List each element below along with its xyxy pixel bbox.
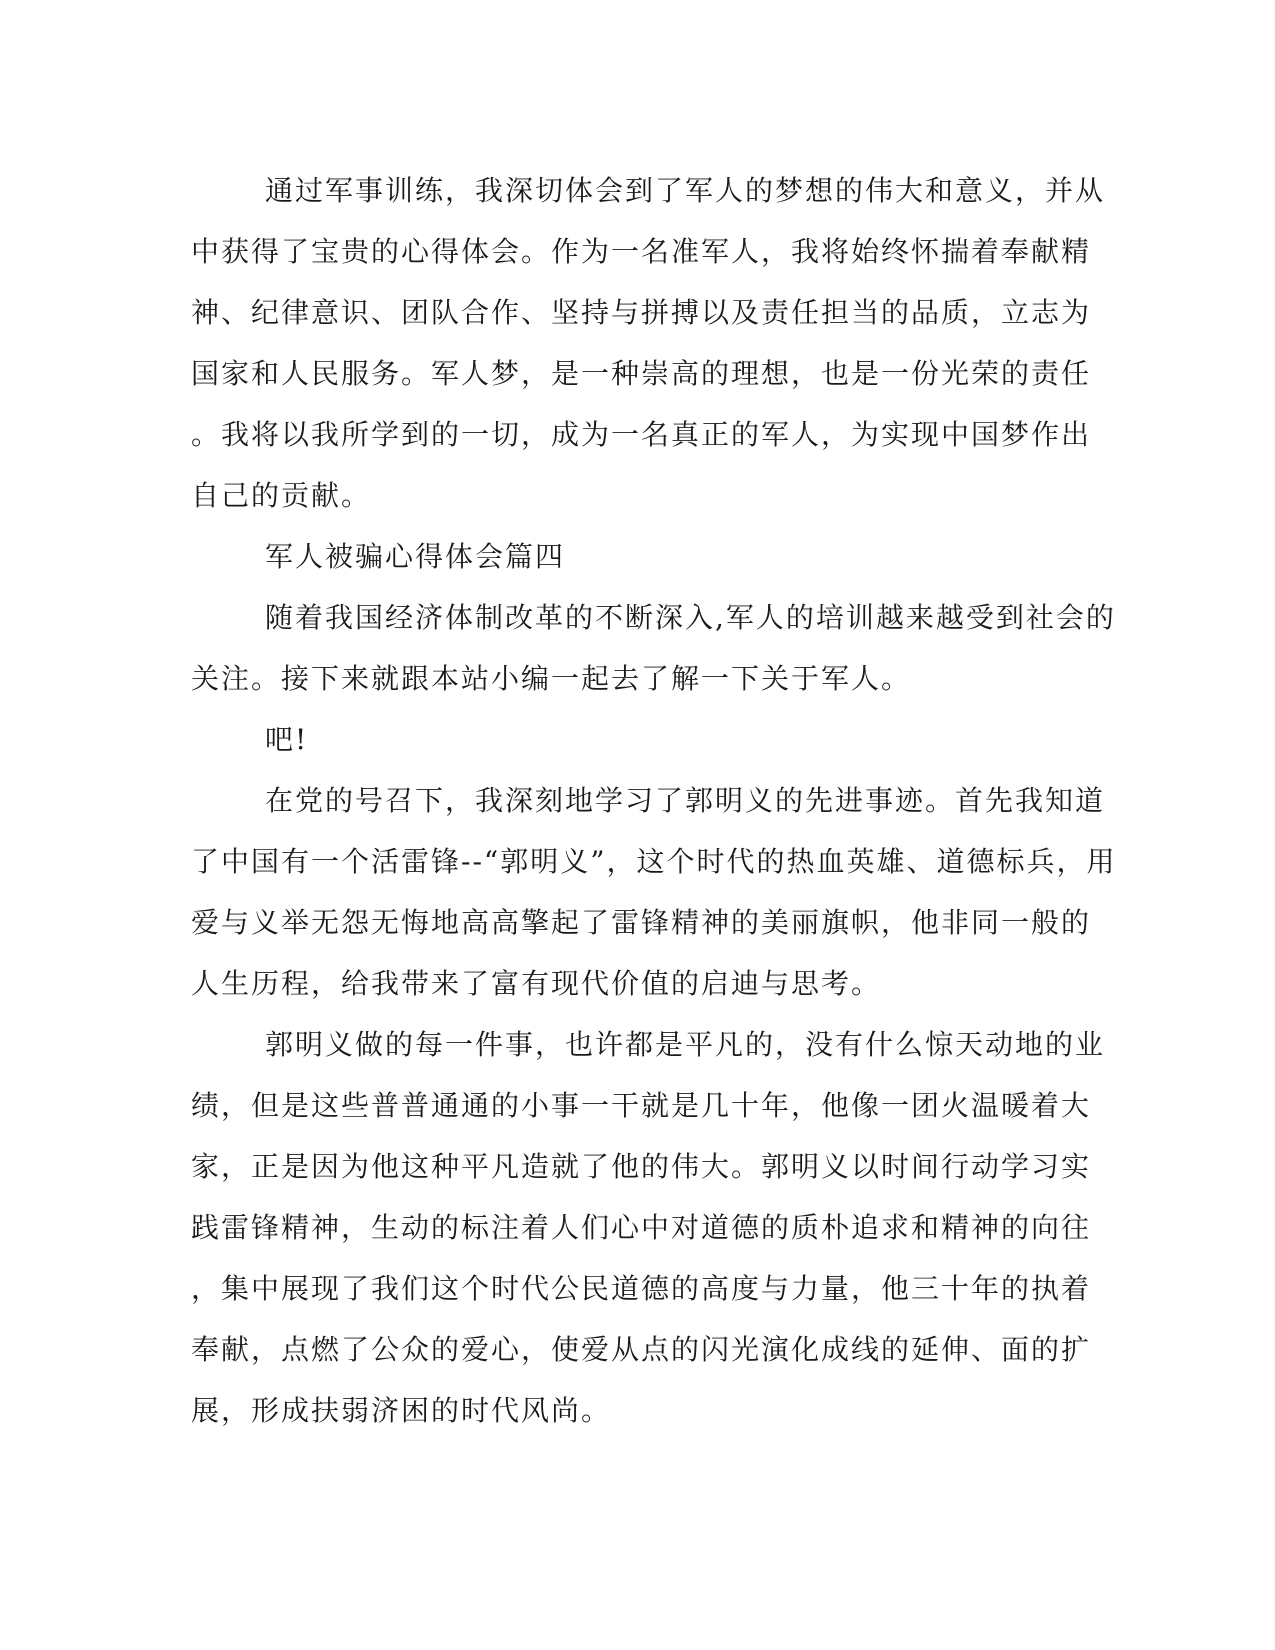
paragraph-intro <box>191 587 1116 709</box>
text-line: 吧! <box>265 723 309 756</box>
text-line: 随着我国经济体制改革的不断深入,军人的培训越来越受到社会的 <box>265 601 1116 634</box>
paragraph-guo-mingyi-intro <box>191 770 1117 1014</box>
section-heading-text: 军人被骗心得体会篇四 <box>265 540 566 573</box>
text-line: 绩，但是这些普普通通的小事一干就是几十年，他像一团火温暖着大 <box>191 1089 1092 1122</box>
text-line: 中获得了宝贵的心得体会。作为一名准军人，我将始终怀揣着奉献精 <box>191 235 1092 268</box>
section-heading <box>191 526 1091 587</box>
text-line: 家，正是因为他这种平凡造就了他的伟大。郭明义以时间行动学习实 <box>191 1150 1092 1183</box>
text-line: 通过军事训练，我深切体会到了军人的梦想的伟大和意义，并从 <box>265 174 1106 207</box>
text-line: 践雷锋精神，生动的标注着人们心中对道德的质朴追求和精神的向往 <box>191 1211 1092 1244</box>
text-line: 关注。接下来就跟本站小编一起去了解一下关于军人。 <box>191 662 912 695</box>
text-line: 自己的贡献。 <box>191 479 372 512</box>
text-line: ，集中展现了我们这个时代公民道德的高度与力量，他三十年的执着 <box>191 1272 1092 1305</box>
paragraph-training-reflection <box>191 160 1106 526</box>
text-line: 国家和人民服务。军人梦，是一种崇高的理想，也是一份光荣的责任 <box>191 357 1092 390</box>
text-line: 了中国有一个活雷锋--“郭明义”，这个时代的热血英雄、道德标兵，用 <box>191 845 1117 878</box>
text-line: 郭明义做的每一件事，也许都是平凡的，没有什么惊天动地的业 <box>265 1028 1106 1061</box>
text-line: 在党的号召下，我深刻地学习了郭明义的先进事迹。首先我知道 <box>265 784 1106 817</box>
text-line: 人生历程，给我带来了富有现代价值的启迪与思考。 <box>191 967 882 1000</box>
text-line: 。我将以我所学到的一切，成为一名真正的军人，为实现中国梦作出 <box>191 418 1092 451</box>
document-body <box>191 160 1117 1441</box>
text-line: 奉献，点燃了公众的爱心，使爱从点的闪光演化成线的延伸、面的扩 <box>191 1333 1092 1366</box>
text-line: 神、纪律意识、团队合作、坚持与拼搏以及责任担当的品质，立志为 <box>191 296 1092 329</box>
text-line: 爱与义举无怨无悔地高高擎起了雷锋精神的美丽旗帜，他非同一般的 <box>191 906 1092 939</box>
paragraph-short <box>191 709 1091 770</box>
paragraph-guo-mingyi-deeds <box>191 1014 1106 1441</box>
text-line: 展，形成扶弱济困的时代风尚。 <box>191 1394 612 1427</box>
